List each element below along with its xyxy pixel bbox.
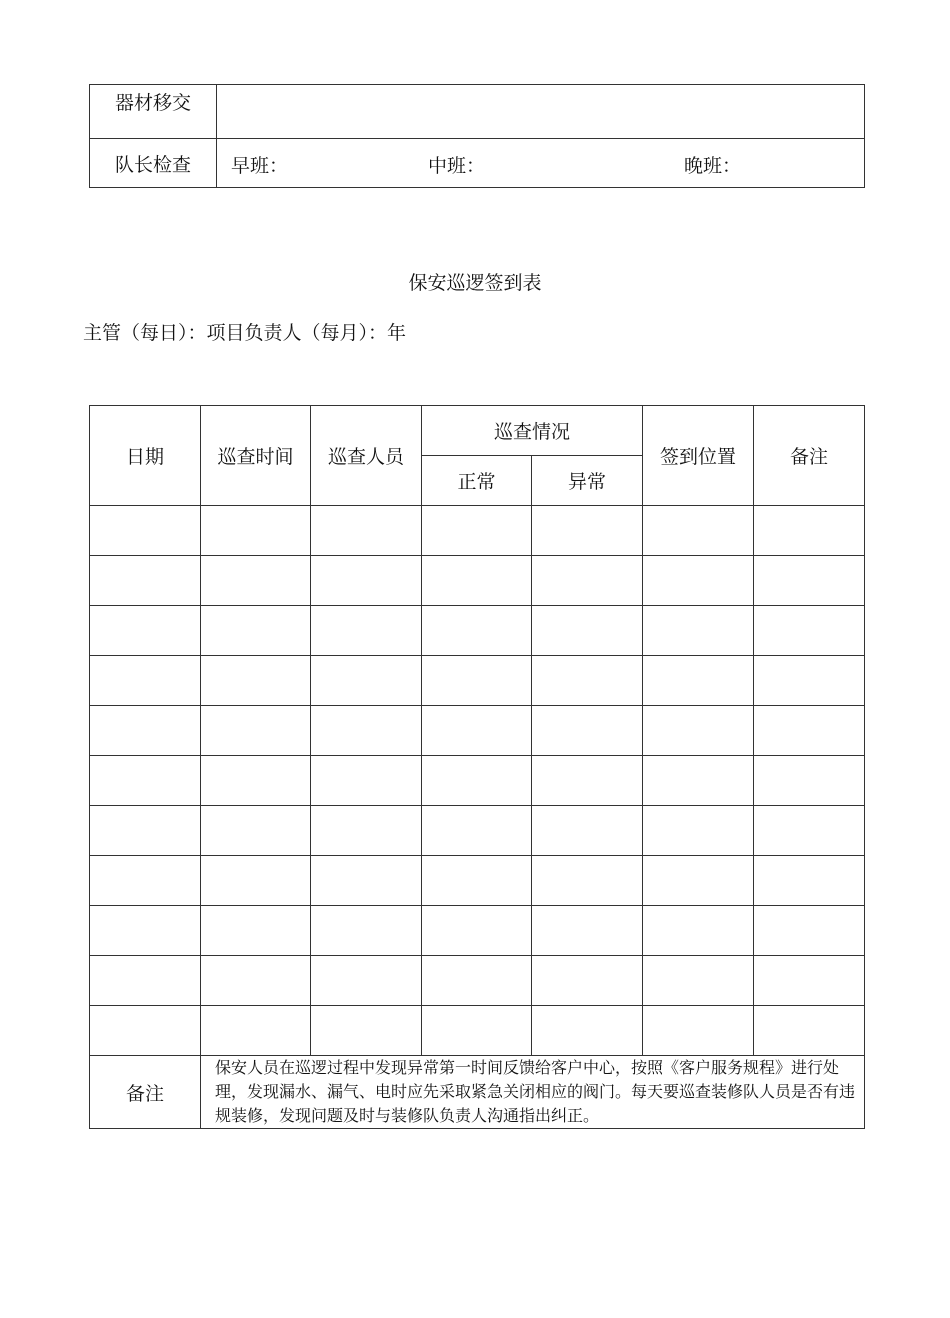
- cell-normal[interactable]: [422, 656, 532, 706]
- header-remarks: 备注: [754, 406, 865, 506]
- page-title: 保安巡逻签到表: [408, 272, 542, 294]
- cell-staff[interactable]: [311, 656, 422, 706]
- shift-cell[interactable]: [217, 139, 865, 188]
- cell-staff[interactable]: [311, 506, 422, 556]
- cell-normal[interactable]: [422, 906, 532, 956]
- header-row: [90, 406, 865, 456]
- cell-abnormal[interactable]: [532, 956, 643, 1006]
- note-text: 保安人员在巡逻过程中发现异常第一时间反馈给客户中心，按照《客户服务规程》进行处理，发现漏水、漏气、电时应先采取紧急关闭相应的阀门。每天要巡查装修队人员是否有违规装修，发现问题及时与装修队负责人沟通指出纠正。: [201, 1056, 865, 1129]
- cell-location[interactable]: [643, 556, 754, 606]
- equipment-handover-label: 器材移交: [90, 85, 217, 139]
- table-row: [90, 756, 865, 806]
- header-status: 巡查情况: [422, 406, 643, 456]
- cell-abnormal[interactable]: [532, 606, 643, 656]
- header-date: 日期: [90, 406, 201, 506]
- cell-normal[interactable]: [422, 856, 532, 906]
- middle-shift-label: 中班：: [428, 155, 486, 177]
- cell-staff[interactable]: [311, 856, 422, 906]
- table-row: [90, 1006, 865, 1056]
- cell-normal[interactable]: [422, 556, 532, 606]
- cell-date[interactable]: [90, 706, 201, 756]
- cell-staff[interactable]: [311, 906, 422, 956]
- cell-time[interactable]: [201, 656, 311, 706]
- table-row: [90, 706, 865, 756]
- cell-date[interactable]: [90, 806, 201, 856]
- header-location: 签到位置: [643, 406, 754, 506]
- cell-date[interactable]: [90, 856, 201, 906]
- cell-date[interactable]: [90, 1006, 201, 1056]
- cell-remarks[interactable]: [754, 706, 865, 756]
- cell-time[interactable]: [201, 756, 311, 806]
- cell-remarks[interactable]: [754, 506, 865, 556]
- cell-abnormal[interactable]: [532, 906, 643, 956]
- cell-date[interactable]: [90, 756, 201, 806]
- table-row: [90, 956, 865, 1006]
- cell-time[interactable]: [201, 506, 311, 556]
- cell-remarks[interactable]: [754, 756, 865, 806]
- note-row: [90, 1056, 865, 1129]
- cell-time[interactable]: [201, 1006, 311, 1056]
- cell-normal[interactable]: [422, 506, 532, 556]
- header-abnormal: 异常: [532, 456, 643, 506]
- cell-location[interactable]: [643, 1006, 754, 1056]
- note-label: 备注: [90, 1056, 201, 1129]
- equipment-handover-row: [90, 85, 865, 139]
- table-row: [90, 606, 865, 656]
- patrol-table: [89, 405, 865, 1129]
- cell-abnormal[interactable]: [532, 1006, 643, 1056]
- cell-time[interactable]: [201, 556, 311, 606]
- cell-normal[interactable]: [422, 706, 532, 756]
- cell-remarks[interactable]: [754, 656, 865, 706]
- cell-staff[interactable]: [311, 756, 422, 806]
- cell-time[interactable]: [201, 706, 311, 756]
- table-row: [90, 856, 865, 906]
- cell-date[interactable]: [90, 656, 201, 706]
- table-row: [90, 906, 865, 956]
- cell-abnormal[interactable]: [532, 656, 643, 706]
- equipment-handover-cell[interactable]: [217, 85, 865, 139]
- cell-location[interactable]: [643, 756, 754, 806]
- cell-normal[interactable]: [422, 956, 532, 1006]
- cell-abnormal[interactable]: [532, 506, 643, 556]
- header-normal: 正常: [422, 456, 532, 506]
- cell-staff[interactable]: [311, 556, 422, 606]
- cell-location[interactable]: [643, 956, 754, 1006]
- cell-normal[interactable]: [422, 1006, 532, 1056]
- cell-time[interactable]: [201, 956, 311, 1006]
- cell-location[interactable]: [643, 806, 754, 856]
- cell-remarks[interactable]: [754, 806, 865, 856]
- cell-time[interactable]: [201, 906, 311, 956]
- cell-staff[interactable]: [311, 806, 422, 856]
- cell-date[interactable]: [90, 906, 201, 956]
- morning-shift-label: 早班：: [231, 155, 289, 177]
- cell-time[interactable]: [201, 606, 311, 656]
- table-row: [90, 556, 865, 606]
- supervisor-line: 主管（每日）：项目负责人（每月）：年: [83, 322, 407, 344]
- table-row: [90, 806, 865, 856]
- cell-date[interactable]: [90, 506, 201, 556]
- cell-location[interactable]: [643, 606, 754, 656]
- cell-staff[interactable]: [311, 956, 422, 1006]
- night-shift-label: 晚班：: [684, 155, 742, 177]
- cell-abnormal[interactable]: [532, 756, 643, 806]
- cell-abnormal[interactable]: [532, 806, 643, 856]
- cell-location[interactable]: [643, 906, 754, 956]
- cell-remarks[interactable]: [754, 556, 865, 606]
- table-row: [90, 506, 865, 556]
- handover-table: [89, 84, 865, 188]
- cell-remarks[interactable]: [754, 956, 865, 1006]
- cell-staff[interactable]: [311, 606, 422, 656]
- cell-abnormal[interactable]: [532, 556, 643, 606]
- cell-staff[interactable]: [311, 706, 422, 756]
- cell-remarks[interactable]: [754, 1006, 865, 1056]
- cell-location[interactable]: [643, 506, 754, 556]
- captain-check-label: 队长检查: [90, 139, 217, 188]
- cell-location[interactable]: [643, 656, 754, 706]
- cell-abnormal[interactable]: [532, 856, 643, 906]
- cell-staff[interactable]: [311, 1006, 422, 1056]
- header-staff: 巡查人员: [311, 406, 422, 506]
- cell-normal[interactable]: [422, 606, 532, 656]
- cell-abnormal[interactable]: [532, 706, 643, 756]
- header-time: 巡查时间: [201, 406, 311, 506]
- cell-location[interactable]: [643, 706, 754, 756]
- cell-location[interactable]: [643, 856, 754, 906]
- cell-remarks[interactable]: [754, 906, 865, 956]
- table-row: [90, 656, 865, 706]
- captain-check-row: [90, 139, 865, 188]
- cell-normal[interactable]: [422, 806, 532, 856]
- cell-date[interactable]: [90, 556, 201, 606]
- cell-date[interactable]: [90, 956, 201, 1006]
- cell-remarks[interactable]: [754, 856, 865, 906]
- cell-remarks[interactable]: [754, 606, 865, 656]
- cell-time[interactable]: [201, 856, 311, 906]
- cell-date[interactable]: [90, 606, 201, 656]
- cell-time[interactable]: [201, 806, 311, 856]
- cell-normal[interactable]: [422, 756, 532, 806]
